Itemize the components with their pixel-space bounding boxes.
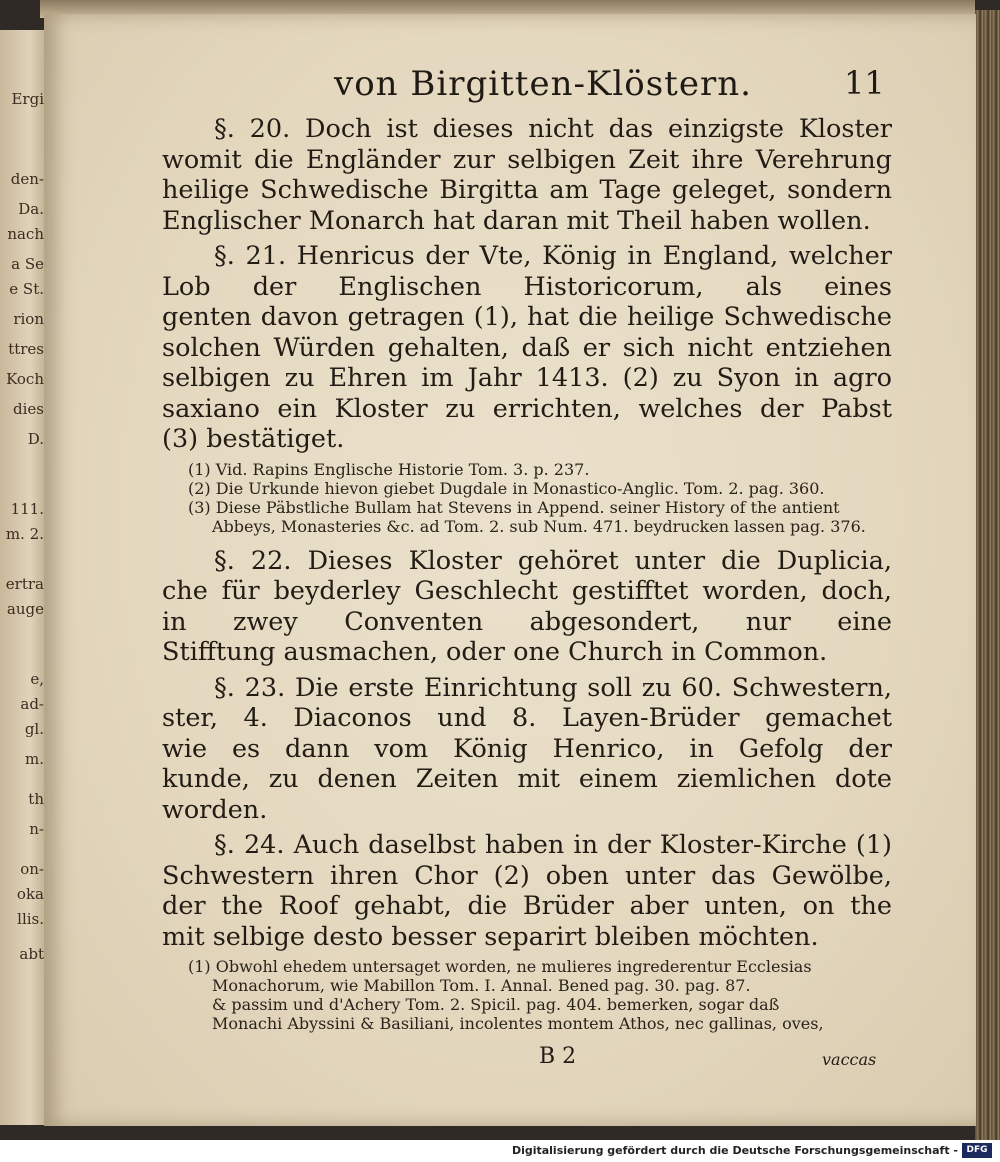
running-head: von Birgitten-Klöstern. (334, 64, 752, 104)
left-page-text: th (28, 790, 44, 808)
left-page-text: Da. (18, 200, 44, 218)
paragraph (162, 241, 892, 455)
left-page-text: D. (27, 430, 44, 448)
paragraph (162, 830, 892, 952)
left-page-text: ertra (5, 575, 44, 593)
footnote-continuation: Abbeys, Monasteries &c. ad Tom. 2. sub Num. 471. beydrucken lassen pag. 376. (212, 516, 866, 536)
catchline (44, 1044, 976, 1074)
signature-mark: B 2 (539, 1044, 577, 1069)
text-line: worden. (162, 794, 268, 825)
text-line: wie es dann vom König Henrico, in Gefolg der (162, 733, 892, 764)
text-line: §. 24. Auch daselbst haben in der Kloster-Kirche (1) (214, 830, 892, 860)
left-page-text: auge (6, 600, 44, 618)
left-page-text: m. (25, 750, 44, 768)
footer-credit: Digitalisierung gefördert durch die Deutsche Forschungsgemeinschaft - (511, 1144, 958, 1157)
page-header (44, 64, 976, 104)
left-page-text: Koch (6, 370, 44, 388)
text-line: Stifftung ausmachen, oder one Church in Common. (162, 637, 828, 667)
text-line: heilige Schwedische Birgitta am Tage geleget, sondern (162, 175, 892, 205)
text-line: mit selbige desto besser separirt bleiben möchten. (162, 921, 819, 952)
footer-bar (0, 1140, 1000, 1162)
book-right-edge (975, 10, 1000, 1140)
footnote: (1) Obwohl ehedem untersaget worden, ne mulieres ingrederentur Ecclesias (188, 957, 812, 976)
text-line: kunde, zu denen Zeiten mit einem ziemlichen dote (162, 764, 892, 794)
footnote-continuation: Monachi Abyssini & Basiliani, incolentes montem Athos, nec gallinas, oves, (212, 1014, 824, 1033)
paragraph (162, 546, 892, 668)
left-page-text: on- (20, 860, 44, 878)
left-page-text: abt (19, 945, 44, 963)
text-line: §. 23. Die erste Einrichtung soll zu 60. Schwestern, (214, 672, 892, 703)
paragraph (162, 673, 892, 826)
left-page-text: ad- (20, 695, 44, 713)
text-line: che für beyderley Geschlecht gestifftet worden, doch, (162, 576, 892, 606)
footnote: (1) Vid. Rapins Englische Historie Tom. 3. p. 237. (188, 459, 590, 479)
left-page-text: 111. (10, 500, 44, 518)
text-line: saxiano ein Kloster zu errichten, welches der Pabst (162, 393, 892, 424)
footnotes (188, 957, 892, 1033)
text-line: selbigen zu Ehren im Jahr 1413. (2) zu Syon in agro (162, 363, 892, 393)
left-page-text: e, (30, 670, 44, 688)
text-line: Schwestern ihren Chor (2) oben unter das Gewölbe, (162, 860, 892, 891)
text-line: (3) bestätiget. (162, 424, 345, 454)
left-page-text: ttres (8, 340, 44, 358)
text-line: §. 22. Dieses Kloster gehöret unter die Duplicia, (214, 545, 892, 576)
left-page-text: n- (29, 820, 44, 838)
text-line: §. 21. Henricus der Vte, König in England, welcher (214, 241, 892, 271)
text-line: ster, 4. Diaconos und 8. Layen-Brüder gemachet (162, 703, 892, 733)
footnote-continuation: Monachorum, wie Mabillon Tom. I. Annal. Bened pag. 30. pag. 87. (212, 976, 751, 995)
paragraph (162, 114, 892, 236)
left-page-text: Ergi (11, 90, 44, 108)
text-line: genten davon getragen (1), hat die heilige Schwedische (162, 302, 892, 332)
book-page (44, 14, 976, 1126)
left-page-text: den- (10, 170, 44, 188)
text-line: in zwey Conventen abgesondert, nur eine (162, 606, 892, 637)
body-text (162, 114, 892, 1043)
catchword: vaccas (822, 1050, 877, 1069)
text-line: womit die Engländer zur selbigen Zeit ihre Verehrung (162, 144, 892, 175)
left-page-text: oka (16, 885, 44, 903)
left-page-text: nach (7, 225, 44, 243)
left-page-text: m. 2. (5, 525, 44, 543)
left-page-text: a Se (11, 255, 44, 273)
left-page-text: llis. (17, 910, 44, 928)
text-line: Englischer Monarch hat daran mit Theil haben wollen. (162, 205, 871, 236)
left-page-text: rion (13, 310, 44, 328)
left-page-text: e St. (9, 280, 44, 298)
text-line: Lob der Englischen Historicorum, als eines (162, 271, 892, 302)
footnote: (3) Diese Päbstliche Bullam hat Stevens in Append. seiner History of the antient (188, 497, 840, 517)
text-line: solchen Würden gehalten, daß er sich nicht entziehen (162, 332, 892, 363)
footnotes (188, 460, 892, 536)
text-line: §. 20. Doch ist dieses nicht das einzigste Kloster (214, 114, 892, 144)
left-page-text: gl. (24, 720, 44, 738)
dfg-logo-icon: DFG (962, 1143, 992, 1158)
footnote: (2) Die Urkunde hievon giebet Dugdale in Monastico-Anglic. Tom. 2. pag. 360. (188, 478, 825, 498)
left-page-text: dies (13, 400, 44, 418)
page-number: 11 (844, 64, 885, 102)
text-line: der the Roof gehabt, die Brüder aber unten, on the (162, 891, 892, 921)
footnote-continuation: & passim und d'Achery Tom. 2. Spicil. pag. 404. bemerken, sogar daß (212, 995, 780, 1014)
